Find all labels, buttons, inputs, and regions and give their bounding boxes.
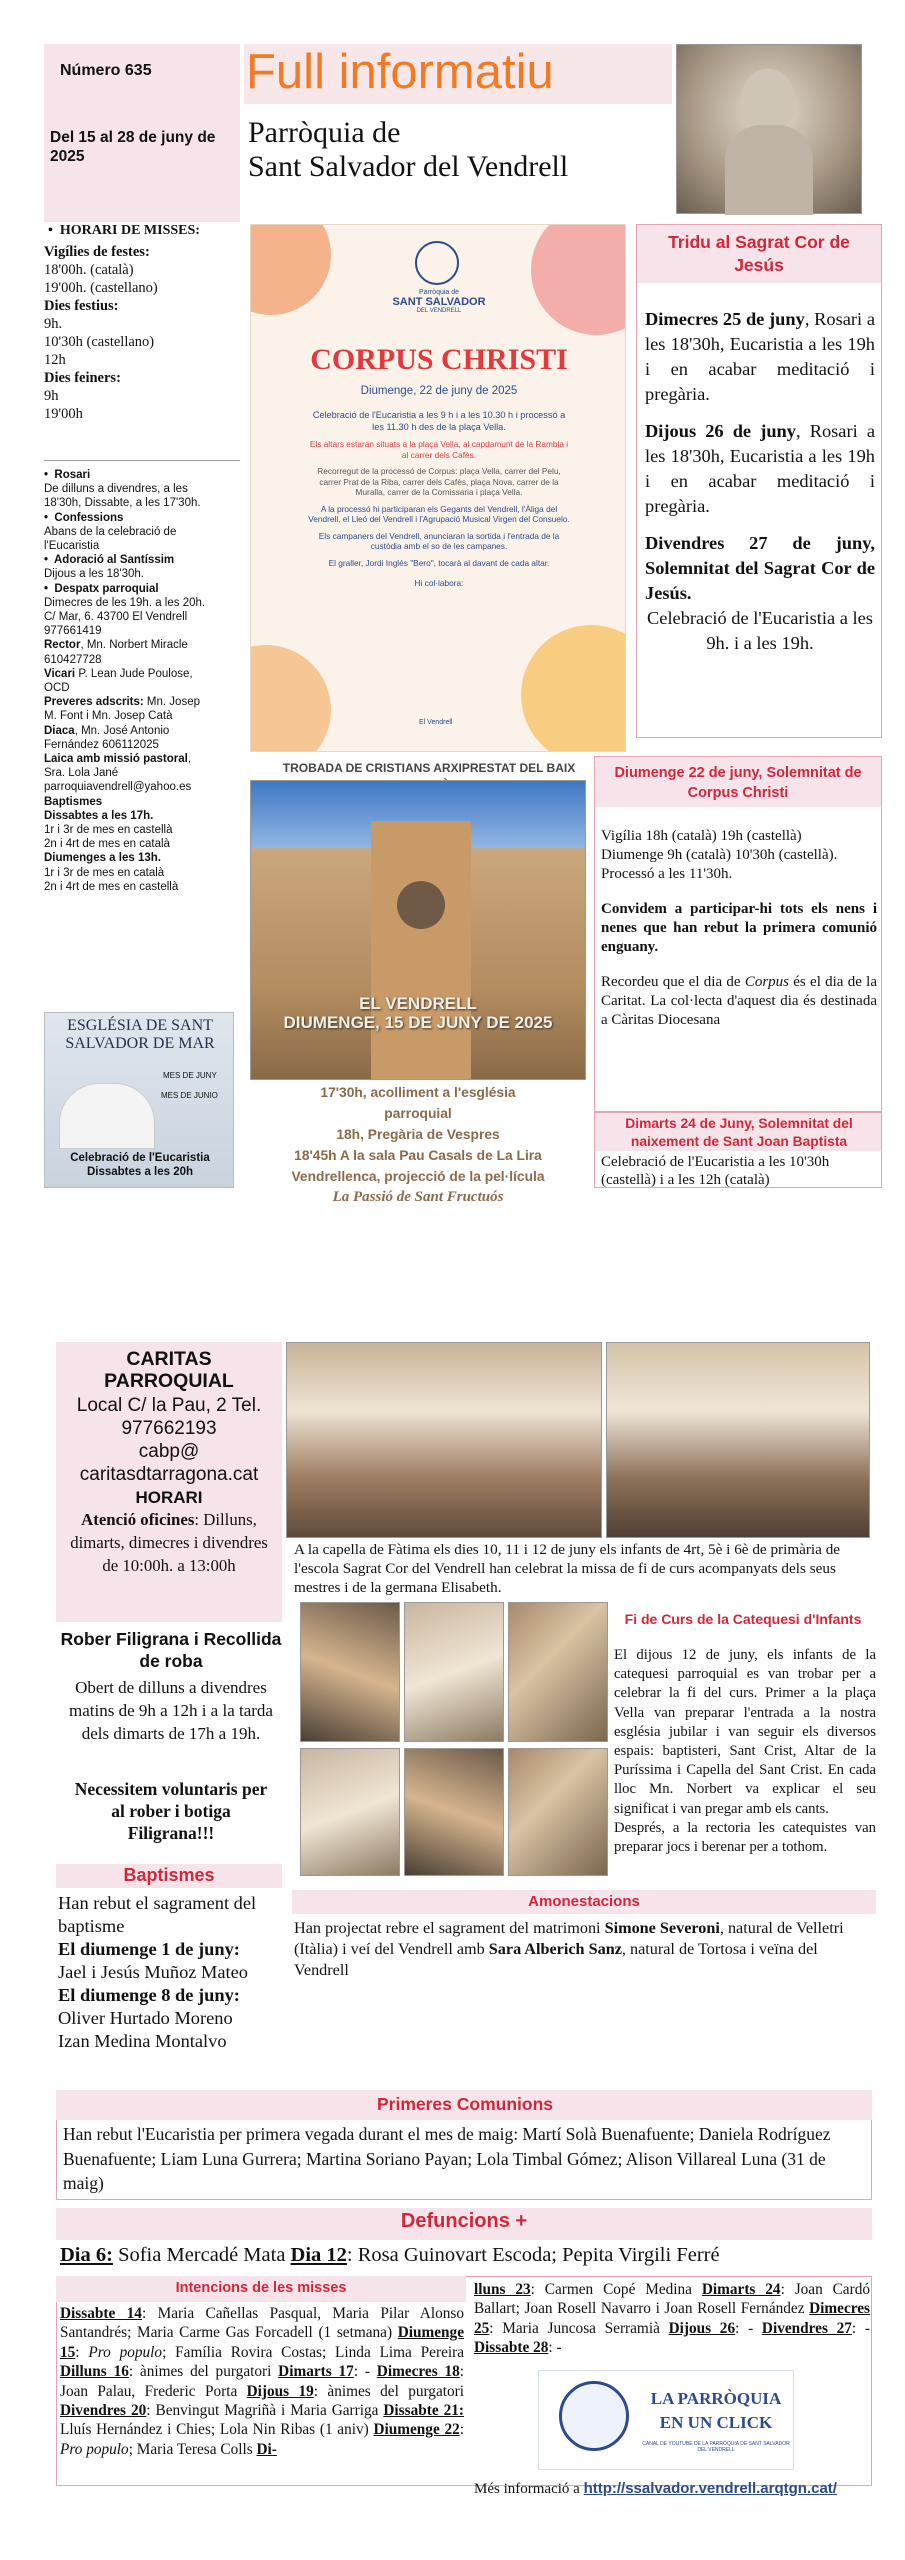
intencio-day: lluns 23 bbox=[474, 2281, 531, 2298]
church-tower-image bbox=[250, 780, 586, 1080]
intencio-day: Dissabte 28 bbox=[474, 2339, 549, 2357]
intencions-title: Intencions de les misses bbox=[175, 2280, 347, 2296]
parroquia-click-banner[interactable] bbox=[538, 2370, 794, 2470]
caritas-horari: HORARI bbox=[135, 1488, 203, 1507]
intencio-day: Dissabte 21: bbox=[383, 2402, 464, 2420]
email-link[interactable]: parroquiavendrell@yahoo.es bbox=[44, 781, 192, 794]
intencio-text: : bbox=[459, 2421, 464, 2439]
trobada-header: TROBADA DE CRISTIANS ARXIPRESTAT DEL BAIX bbox=[282, 761, 576, 775]
catequesi-photo-6 bbox=[508, 1748, 608, 1876]
click-line2: EN UN CLICK bbox=[659, 2413, 773, 2432]
catequesi-photo-2 bbox=[404, 1602, 504, 1742]
intencio-day: Divendres 20 bbox=[60, 2402, 147, 2420]
sant-joan-title: Dimarts 24 de Juny, Solemnitat del naixement de Sant Joan Baptista bbox=[625, 1116, 853, 1149]
corpus-box-title: Diumenge 22 de juny, Solemnitat de Corpus Christi bbox=[614, 765, 862, 801]
amonestacions-title: Amonestacions bbox=[528, 1893, 640, 1910]
defuncions-title: Defuncions + bbox=[400, 2210, 528, 2232]
catequesi-text: El dijous 12 de juny, els infants de la catequesi parroquial es van trobar per a celebrar la fi del curs. Primer a la plaça Vella van preparar l'entrada a la nostra església jubilar i van seguir els diversos espais: baptisteri, Sant Crist, Altar de la Puríssima i Capella del Sant Crist. En cada lloc Mn. Norbert va explicar el seu significat i van pregar amb els cants. Després, a la rectoria les catequistes van preparar jocs i berenar per a tothom. bbox=[614, 1647, 876, 1856]
tridu-box bbox=[636, 224, 882, 738]
volunteers-text: Necessitem voluntaris per al rober i botiga Filigrana!!! bbox=[74, 1779, 268, 1843]
trobada-program: 17'30h, acolliment a l'església parroquial 18h, Pregària de Vespres 18'45h A la sala Pau Casals de La Lira Vendrellenca, projecció de la pel·lícula La Passió de Sant Fructuós bbox=[291, 1085, 545, 1205]
intencio-day: Dijous 19 bbox=[246, 2382, 314, 2400]
intencio-text: Lluís Hernández i Chies; Lola Nin Ribas (1 aniv) bbox=[60, 2421, 374, 2439]
corpus-box-text: Vigília 18h (català) 19h (castellà) Diumenge 9h (català) 10'30h (castellà). Processó a les 11'30h. Convidem a participar-hi tots els nens i nenes que han rebut la primera comunió enguany. Recordeu que el dia de Corpus és el dia de la Caritat. La col·lecta d'aquest dia és destinada a Càritas Diocesana bbox=[601, 828, 877, 1028]
intencio-text: : Joan Palau, Frederic Porta bbox=[60, 2363, 465, 2400]
intencio-day: Diumenge 22 bbox=[373, 2421, 460, 2439]
intencio-pro-populo: Pro populo bbox=[88, 2343, 163, 2361]
tridu-text: Dimecres 25 de juny, Rosari a les 18'30h, Eucaristia a les 19h i en acabar meditació i pregària. Dijous 26 de juny, Rosari a les 18'30h, Eucaristia a les 19h i en acabar meditació i pregària. Divendres 27 de juny, Solemnitat del Sagrat Cor de Jesús. Celebració de l'Eucaristia a les 9h. i a les 19h. bbox=[645, 309, 875, 653]
poster-org: Parròquia de SANT SALVADOR DEL VENDRELL bbox=[392, 289, 486, 314]
vendrell-logo: El Vendrell bbox=[419, 719, 453, 726]
page-title: Full informatiu bbox=[246, 45, 554, 99]
poster-body: Celebració de l'Eucaristia a les 9 h i a les 10.30 h i processó a les 11.30 h des de la plaça Vella. Els altars estaran situats a la plaça Vella, al capdamunt de la Rambla i al carrer dels Cafès. Recorregut de la processó de Corpus: plaça Vella, carrer del Pelu, carrer Prat de la Riba, carrer dels Cafès, plaça Nova, carrer de la Muralla, carrer de la Cornissaria i plaça Vella. A la processó hi participaran els Gegants del Vendrell, l'Àliga del Vendrell, el Lleó del Vendrell i l'Agrupació Musical Virgen del Consuelo. Els campaners del Vendrell, anunciaran la sortida i l'entrada de la custòdia amb el so de les campanes. El graller, Jordi Inglés "Bero", tocarà al davant de cada altar. Hi col·labora: bbox=[308, 410, 570, 588]
intencio-text: : bbox=[75, 2343, 89, 2361]
intencio-day: Dimarts 17 bbox=[278, 2363, 354, 2381]
rober-text: Obert de dilluns a divendres matins de 9h a 12h i a la tarda dels dimarts de 17h a 19h. bbox=[69, 1678, 273, 1743]
intencio-day: Dissabte 14 bbox=[60, 2305, 142, 2322]
church-building-image bbox=[59, 1083, 155, 1149]
parish-name: Parròquia de Sant Salvador del Vendrell bbox=[248, 116, 569, 183]
more-info: Més informació a http://ssalvador.vendrell.arqtgn.cat/ bbox=[474, 2480, 837, 2497]
intencio-day: Dimecres 18 bbox=[376, 2363, 460, 2381]
intencio-text: : Maria Cañellas Pasqual, Maria Pilar Alonso Santandrés; Maria Carme Gas Forcadell (1 setmana) bbox=[60, 2305, 464, 2342]
intencio-text: : Carmen Copé Medina bbox=[530, 2281, 702, 2298]
intencio-day: Dimecres 25 bbox=[474, 2300, 870, 2337]
intencio-text: : Benvingut Magriñà i Maria Garriga bbox=[146, 2402, 384, 2420]
comunions-box bbox=[56, 2090, 872, 2200]
intencions-left bbox=[60, 2304, 464, 2459]
click-line1: LA PARRÒQUIA bbox=[650, 2389, 782, 2408]
issue-dates: Del 15 al 28 de juny de 2025 bbox=[50, 129, 216, 165]
fatima-photo-1 bbox=[286, 1342, 602, 1538]
catequesi-photo-5 bbox=[404, 1748, 504, 1876]
catequesi-photo-3 bbox=[508, 1602, 608, 1742]
mar-title: ESGLÉSIA DE SANT SALVADOR DE MAR bbox=[65, 1017, 215, 1052]
intencio-day: Dijous 26 bbox=[668, 2319, 736, 2337]
intencio-day: Dilluns 16 bbox=[60, 2363, 129, 2381]
catequesi-title: Fi de Curs de la Catequesi d'Infants bbox=[624, 1611, 862, 1627]
caritas-box bbox=[56, 1342, 282, 1622]
intencio-text: : - bbox=[735, 2319, 762, 2337]
intencio-text: : - bbox=[353, 2363, 377, 2381]
mar-caption: Celebració de l'Eucaristia Dissabtes a les 20h bbox=[70, 1152, 210, 1178]
caritas-title: CARITAS PARROQUIAL bbox=[104, 1348, 234, 1392]
intencions-right bbox=[474, 2280, 870, 2358]
sant-joan-text: Celebració de l'Eucaristia a les 10'30h (castellà) i a les 12h (català) bbox=[601, 1154, 830, 1188]
intencio-day: Di- bbox=[256, 2440, 277, 2458]
intencio-text: : Maria Juncosa Serramià bbox=[489, 2319, 669, 2337]
click-small: CANAL DE YOUTUBE DE LA PARRÒQUIA DE SANT SALVADOR DEL VENDRELL bbox=[642, 2441, 790, 2453]
caritas-email[interactable]: cabp@ caritasdtarragona.cat bbox=[79, 1441, 259, 1485]
catequesi-photo-4 bbox=[300, 1748, 400, 1876]
comunions-title: Primeres Comunions bbox=[376, 2094, 554, 2114]
issue-number: Número 635 bbox=[60, 62, 152, 79]
issue-box bbox=[44, 44, 240, 222]
intencio-text: : Joan Cardó Ballart; Joan Rosell Navarro i Joan Rosell Fernández bbox=[474, 2281, 870, 2318]
caritas-local: Local C/ la Pau, 2 Tel. 977662193 bbox=[76, 1395, 262, 1439]
mass-schedule: • HORARI DE MISSES: Vigílies de festes: 18'00h. (català) 19'00h. (castellano) Dies festius: 9h. 10'30h (castellano) 12h Dies feiners: 9h 19'00h bbox=[44, 223, 200, 422]
website-link[interactable]: http://ssalvador.vendrell.arqtgn.cat/ bbox=[583, 2480, 837, 2497]
baptismes-title: Baptismes bbox=[123, 1865, 215, 1885]
poster-title: CORPUS CHRISTI bbox=[310, 343, 568, 376]
intencio-day: Divendres 27 bbox=[761, 2319, 852, 2337]
mar-sub1: MES DE JUNY bbox=[163, 1071, 217, 1080]
parish-info: • Rosari De dilluns a divendres, a les 18'30h, Dissabte, a les 17'30h. • Confessions Abans de la celebració de l'Eucaristia • Adoració al Santíssim Dijous a les 18'30h. • Despatx parroquial Dimecres de les 19h. a les 20h. C/ Mar, 6. 43700 El Vendrell 977661419 Rector, Mn. Norbert Miracle 610427728 Vicari P. Lean Jude Poulose, OCD Preveres adscrits: Mn. Josep M. Font i Mn. Josep Catà Diaca, Mn. José Antonio Fernández 606112025 Laica amb missió pastoral, Sra. Lola Jané parroquiavendrell@yahoo.es Baptismes Dissabtes a les 17h. 1r i 3r de mes en castellà 2n i 4rt de mes en català Diumenges a les 13h. 1r i 3r de mes en català 2n i 4rt de mes en castellà bbox=[44, 468, 214, 894]
defuncions-text: Dia 6: Sofia Mercadé Mata Dia 12: Rosa Guinovart Escoda; Pepita Virgili Ferré bbox=[60, 2244, 720, 2266]
sant-joan-box bbox=[594, 1112, 882, 1188]
fatima-photo-2 bbox=[606, 1342, 870, 1538]
mar-sub2: MES DE JUNIO bbox=[161, 1091, 218, 1100]
amonestacions-text: Han projectat rebre el sagrament del matrimoni Simone Severoni, natural de Velletri (Itàlia) i veí del Vendrell amb Sara Alberich Sanz, natural de Tortosa i veïna del Vendrell bbox=[294, 1919, 844, 1979]
poster-date: Diumenge, 22 de juny de 2025 bbox=[360, 385, 518, 397]
tridu-title: Tridu al Sagrat Cor de Jesús bbox=[668, 232, 850, 275]
baptismes-text: Han rebut el sagrament del baptisme El diumenge 1 de juny: Jael i Jesús Muñoz Mateo El diumenge 8 de juny: Oliver Hurtado Moreno Izan Medina Montalvo bbox=[58, 1893, 257, 2051]
caritas-atencio: Atenció oficines: Dilluns, dimarts, dimecres i divendres de 10:00h. a 13:00h bbox=[70, 1510, 268, 1575]
intencio-text: ; Família Rovira Costas; Linda Lima Pereira bbox=[162, 2343, 464, 2361]
intencio-day: Diumenge 15 bbox=[60, 2324, 464, 2361]
parish-logo-icon bbox=[559, 2381, 629, 2451]
intencio-text: : - bbox=[851, 2319, 870, 2337]
intencio-text: ; Maria Teresa Colls bbox=[128, 2440, 257, 2458]
mar-church-box bbox=[44, 1012, 234, 1188]
intencio-text: : ànimes del purgatori bbox=[128, 2363, 279, 2381]
fatima-text: A la capella de Fàtima els dies 10, 11 i 12 de juny els infants de 4rt, 5è i 6è de primària de l'escola Sagrat Cor del Vendrell han celebrat la missa de fi de curs acompanyats dels seus mestres i de la germana Elisabeth. bbox=[294, 1541, 841, 1596]
corpus-poster bbox=[250, 224, 626, 752]
catequesi-photo-1 bbox=[300, 1602, 400, 1742]
corpus-info-box bbox=[594, 756, 882, 1112]
comunions-text: Han rebut l'Eucaristia per primera vegada durant el mes de maig: Martí Solà Buenafuente; Daniela Rodríguez Buenafuente; Liam Luna Gurrera; Martina Soriano Payan; Lola Timbal Gómez; Alison Villareal Luna (31 de maig) bbox=[63, 2124, 831, 2193]
intencio-pro-populo: Pro populo bbox=[60, 2440, 129, 2458]
trobada-overlay: EL VENDRELL DIUMENGE, 15 DE JUNY DE 2025 bbox=[283, 994, 553, 1032]
rober-title: Rober Filigrana i Recollida de roba bbox=[60, 1629, 282, 1671]
saint-statue-image bbox=[676, 44, 862, 214]
intencio-day: Dimarts 24 bbox=[701, 2281, 781, 2298]
intencio-text: : ànimes del purgatori bbox=[313, 2382, 464, 2400]
intencio-text: : - bbox=[548, 2339, 562, 2357]
